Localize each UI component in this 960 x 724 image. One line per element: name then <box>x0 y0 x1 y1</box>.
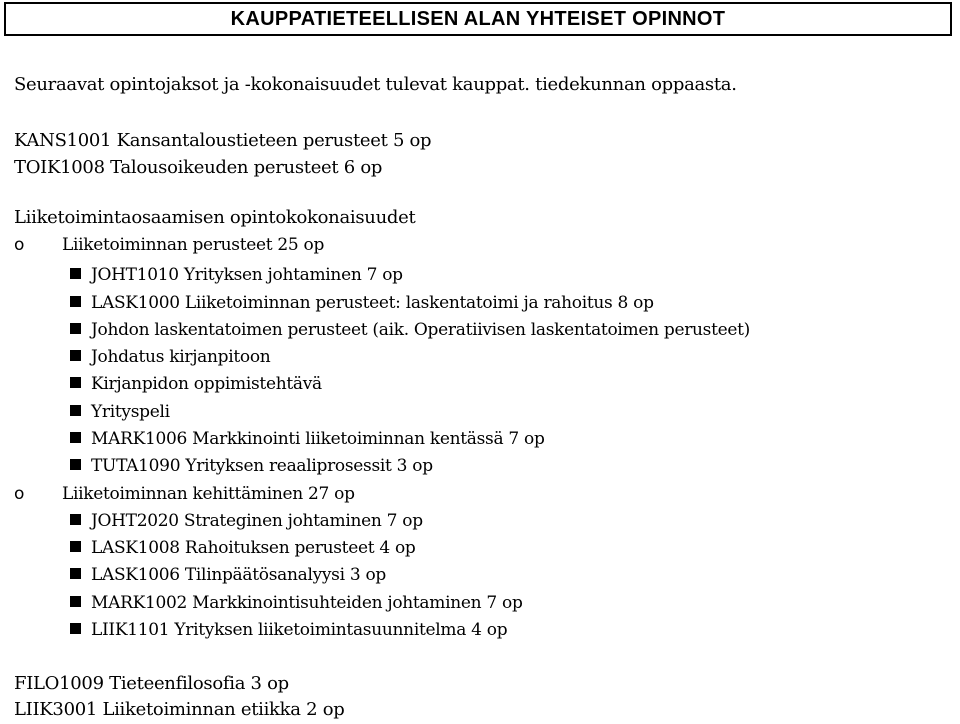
square-bullet-icon <box>70 568 81 579</box>
list-item-text: Johdatus kirjanpitoon <box>91 347 271 367</box>
list-item <box>70 291 654 315</box>
group-heading <box>14 482 355 506</box>
square-bullet-icon <box>70 623 81 634</box>
square-bullet-icon <box>70 296 81 307</box>
course-line: TOIK1008 Talousoikeuden perusteet 6 op <box>14 157 383 178</box>
square-bullet-icon <box>70 596 81 607</box>
list-item <box>70 563 386 587</box>
page-title: KAUPPATIETEELLISEN ALAN YHTEISET OPINNOT <box>230 7 726 30</box>
list-item-text: Kirjanpidon oppimistehtävä <box>91 374 322 394</box>
list-item-text: LASK1000 Liiketoiminnan perusteet: laskentatoimi ja rahoitus 8 op <box>91 293 654 313</box>
list-item <box>70 263 403 287</box>
course-line: FILO1009 Tieteenfilosofia 3 op <box>14 673 289 694</box>
square-bullet-icon <box>70 323 81 334</box>
list-item <box>70 591 523 615</box>
list-item <box>70 509 423 533</box>
square-bullet-icon <box>70 514 81 525</box>
list-item <box>70 454 433 478</box>
list-item-text: MARK1006 Markkinointi liiketoiminnan kentässä 7 op <box>91 429 545 449</box>
list-item-text: TUTA1090 Yrityksen reaaliprosessit 3 op <box>91 456 433 476</box>
group-label: Liiketoiminnan kehittäminen 27 op <box>62 484 355 504</box>
list-item <box>70 345 270 369</box>
list-item <box>70 618 507 642</box>
intro-text: Seuraavat opintojaksot ja -kokonaisuudet tulevat kauppat. tiedekunnan oppaasta. <box>14 74 737 95</box>
square-bullet-icon <box>70 405 81 416</box>
square-bullet-icon <box>70 432 81 443</box>
list-item <box>70 427 545 451</box>
title-box <box>4 2 952 36</box>
list-item <box>70 372 322 396</box>
group-label: Liiketoiminnan perusteet 25 op <box>62 235 325 255</box>
square-bullet-icon <box>70 377 81 388</box>
circle-bullet-icon: o <box>14 484 25 504</box>
list-item-text: JOHT2020 Strateginen johtaminen 7 op <box>91 511 423 531</box>
square-bullet-icon <box>70 459 81 470</box>
square-bullet-icon <box>70 350 81 361</box>
square-bullet-icon <box>70 268 81 279</box>
circle-bullet-icon: o <box>14 235 25 255</box>
list-item-text: LASK1006 Tilinpäätösanalyysi 3 op <box>91 565 386 585</box>
list-item-text: MARK1002 Markkinointisuhteiden johtaminen 7 op <box>91 593 523 613</box>
list-item <box>70 536 416 560</box>
list-item <box>70 400 170 424</box>
list-item-text: Johdon laskentatoimen perusteet (aik. Operatiivisen laskentatoimen perusteet) <box>91 320 751 340</box>
list-item-text: Yrityspeli <box>91 402 170 422</box>
section-heading: Liiketoimintaosaamisen opintokokonaisuudet <box>14 207 416 228</box>
course-line: LIIK3001 Liiketoiminnan etiikka 2 op <box>14 699 345 720</box>
group-heading <box>14 233 324 257</box>
course-line: KANS1001 Kansantaloustieteen perusteet 5 op <box>14 130 432 151</box>
square-bullet-icon <box>70 541 81 552</box>
list-item-text: JOHT1010 Yrityksen johtaminen 7 op <box>91 265 403 285</box>
list-item <box>70 318 750 342</box>
list-item-text: LASK1008 Rahoituksen perusteet 4 op <box>91 538 416 558</box>
list-item-text: LIIK1101 Yrityksen liiketoimintasuunnitelma 4 op <box>91 620 508 640</box>
